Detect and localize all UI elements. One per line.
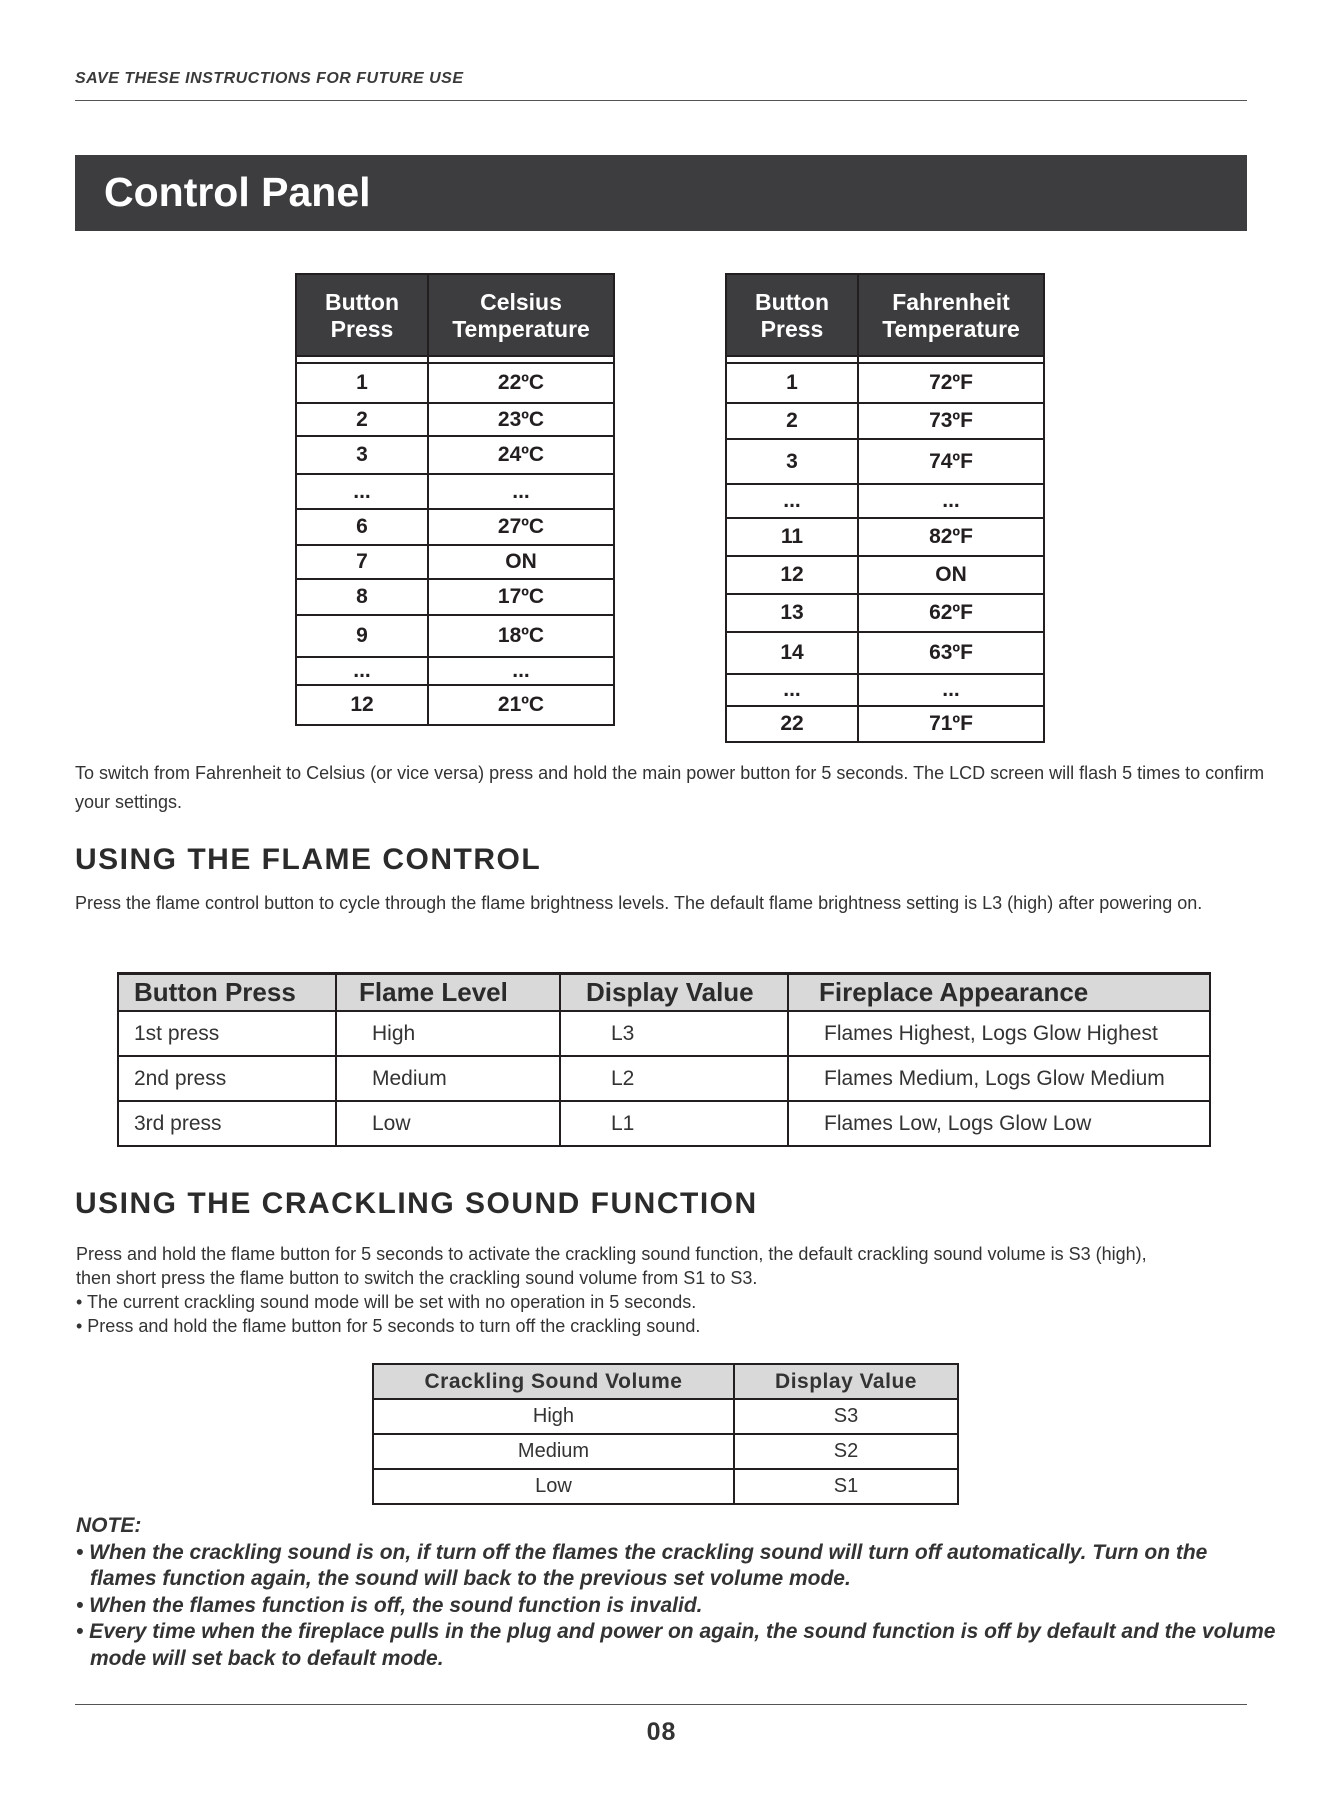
table-cell: 62ºF [858,594,1044,632]
table-cell: 7 [296,545,428,579]
table-row [296,545,614,579]
table-cell: Medium [373,1434,734,1469]
table-cell: 22ºC [428,363,614,403]
table-row [373,1399,958,1434]
table-cell: S2 [734,1434,958,1469]
table-cell: 23ºC [428,403,614,436]
table-cell: 1 [296,363,428,403]
footer-rule [75,1704,1247,1705]
table-cell: 22 [726,706,858,742]
table-row [118,1056,1210,1101]
flame-header-level: Flame Level [336,974,560,1012]
table-row [726,556,1044,594]
table-row [726,706,1044,742]
celsius-table [295,273,615,726]
note-item: • When the crackling sound is on, if turn off the flames the crackling sound will turn off automatically. Turn on the flames function again, the sound will back to the previous set volume mode. [76,1540,1208,1590]
flame-header-appearance: Fireplace Appearance [788,974,1210,1012]
table-cell: S3 [734,1399,958,1434]
note-block [76,1513,1276,1672]
note-title: NOTE: [76,1514,142,1537]
table-row [373,1434,958,1469]
flame-header-button: Button Press [118,974,336,1012]
table-row [296,403,614,436]
table-row [118,1101,1210,1146]
table-cell: 3 [296,436,428,474]
unit-switch-note: To switch from Fahrenheit to Celsius (or vice versa) press and hold the main power button for 5 seconds. The LCD screen will flash 5 times to confirm your settings. [75,763,1265,812]
table-row [296,436,614,474]
table-cell: 2 [726,403,858,439]
page-number: 08 [646,1718,677,1746]
table-row [726,439,1044,484]
table-cell: ... [858,484,1044,518]
table-cell: 63ºF [858,632,1044,674]
table-cell: 21ºC [428,685,614,725]
table-cell: 11 [726,518,858,556]
table-cell: 74ºF [858,439,1044,484]
table-row [726,403,1044,439]
table-cell: 12 [726,556,858,594]
table-row [726,363,1044,403]
table-cell: 2nd press [118,1056,336,1101]
crackling-line: then short press the flame button to switch the crackling sound volume from S1 to S3. [76,1268,758,1288]
note-item: • When the flames function is off, the sound function is invalid. [76,1593,703,1617]
table-row [726,484,1044,518]
table-cell: High [336,1011,560,1056]
table-cell: ... [726,484,858,518]
table-row [296,685,614,725]
fahrenheit-header-temp: Fahrenheit Temperature [858,274,1044,356]
table-cell: Flames Medium, Logs Glow Medium [788,1056,1210,1101]
table-row [296,509,614,545]
header-note: SAVE THESE INSTRUCTIONS FOR FUTURE USE [75,70,464,87]
crackling-bullet: • The current crackling sound mode will be set with no operation in 5 seconds. [76,1292,697,1312]
table-cell: ... [296,474,428,509]
table-row [726,674,1044,706]
table-cell: Flames Highest, Logs Glow Highest [788,1011,1210,1056]
table-row [726,518,1044,556]
table-row [373,1469,958,1504]
page-title: Control Panel [104,169,371,215]
crackling-table [372,1363,959,1505]
table-cell: ON [858,556,1044,594]
celsius-header-button: Button Press [296,274,428,356]
table-row [296,657,614,685]
table-cell: High [373,1399,734,1434]
table-cell: 71ºF [858,706,1044,742]
table-cell: 3rd press [118,1101,336,1146]
crackling-instructions [76,1242,1276,1338]
table-row [296,363,614,403]
table-cell: ... [428,474,614,509]
table-cell: 2 [296,403,428,436]
flame-section-heading: USING THE FLAME CONTROL [75,843,542,876]
table-cell: L2 [560,1056,788,1101]
flame-header-display: Display Value [560,974,788,1012]
table-cell: 12 [296,685,428,725]
table-row [726,632,1044,674]
table-cell: ... [296,657,428,685]
fahrenheit-table [725,273,1045,743]
note-item: • Every time when the fireplace pulls in the plug and power on again, the sound function is off by default and the volume mode will set back to default mode. [76,1620,1276,1670]
table-cell: ... [428,657,614,685]
table-cell: Medium [336,1056,560,1101]
table-cell: ... [726,674,858,706]
table-cell: L1 [560,1101,788,1146]
table-cell: 6 [296,509,428,545]
flame-table [117,972,1211,1147]
table-cell: 82ºF [858,518,1044,556]
table-cell: 13 [726,594,858,632]
title-banner [75,155,1247,231]
table-row [296,579,614,615]
table-cell: Low [336,1101,560,1146]
table-cell: L3 [560,1011,788,1056]
table-cell: S1 [734,1469,958,1504]
table-cell: 1 [726,363,858,403]
table-cell: 1st press [118,1011,336,1056]
table-row [296,474,614,509]
crackling-header-display: Display Value [734,1364,958,1399]
table-cell: 17ºC [428,579,614,615]
crackling-section-heading: USING THE CRACKLING SOUND FUNCTION [75,1187,758,1220]
table-cell: 18ºC [428,615,614,657]
table-row [726,594,1044,632]
header-rule [75,100,1247,101]
table-cell: Low [373,1469,734,1504]
table-cell: 8 [296,579,428,615]
crackling-bullet: • Press and hold the flame button for 5 seconds to turn off the crackling sound. [76,1316,701,1336]
table-cell: Flames Low, Logs Glow Low [788,1101,1210,1146]
table-cell: 27ºC [428,509,614,545]
celsius-header-temp: Celsius Temperature [428,274,614,356]
table-cell: 9 [296,615,428,657]
table-row [296,615,614,657]
crackling-line: Press and hold the flame button for 5 seconds to activate the crackling sound function, the default crackling sound volume is S3 (high), [76,1244,1147,1264]
table-row [118,1011,1210,1056]
fahrenheit-header-button: Button Press [726,274,858,356]
table-cell: ON [428,545,614,579]
table-cell: ... [858,674,1044,706]
flame-intro: Press the flame control button to cycle through the flame brightness levels. The default flame brightness setting is L3 (high) after powering on. [75,893,1203,913]
table-cell: 3 [726,439,858,484]
table-cell: 14 [726,632,858,674]
table-cell: 24ºC [428,436,614,474]
crackling-header-volume: Crackling Sound Volume [373,1364,734,1399]
table-cell: 72ºF [858,363,1044,403]
table-cell: 73ºF [858,403,1044,439]
